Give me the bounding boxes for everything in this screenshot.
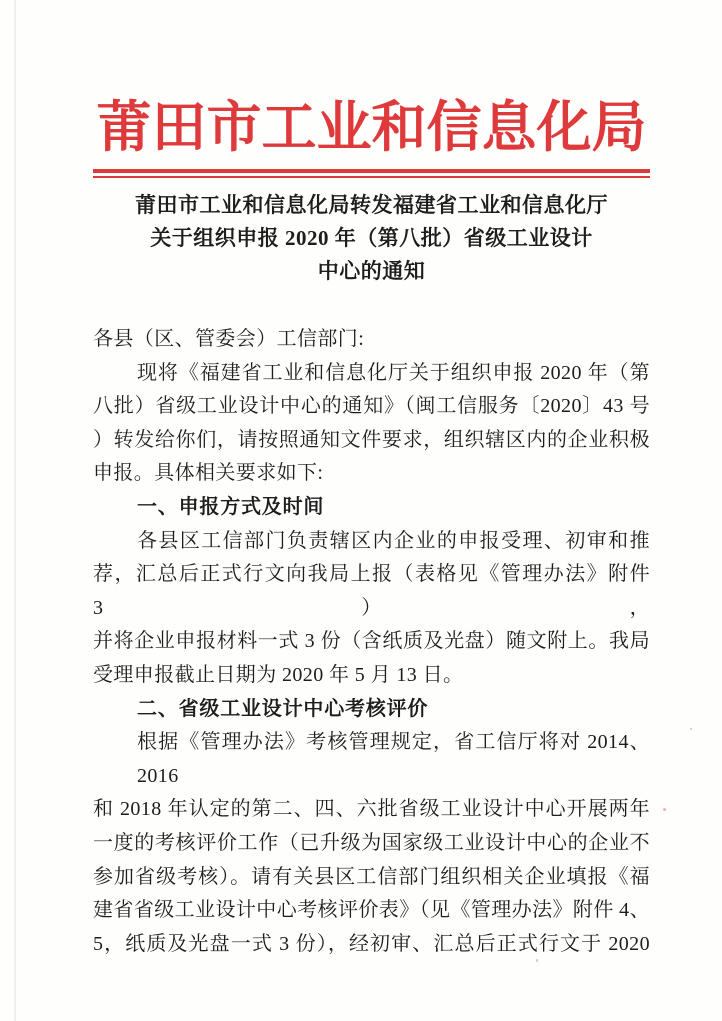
scan-speck [663, 808, 666, 811]
document-title [93, 189, 650, 288]
body-line: 参加省级考核）。请有关县区工信部门组织相关企业填报《福 [93, 865, 650, 888]
scan-speck [536, 959, 538, 962]
title-line: 中心的通知 [317, 259, 426, 283]
body-line: 各县（区、管委会）工信部门: [93, 328, 365, 350]
body-line: ）转发给你们，请按照通知文件要求，组织辖区内的企业积极 [93, 428, 650, 451]
agency-header-title: 莆田市工业和信息化局 [96, 97, 647, 158]
body-line: 一、申报方式及时间 [137, 495, 325, 518]
body-line: 现将《福建省工业和信息化厅关于组织申报 2020 年（第 [137, 361, 650, 384]
body-line: 各县区工信部门负责辖区内企业的申报受理、初审和推 [137, 529, 650, 552]
body-line: 八批）省级工业设计中心的通知》（闽工信服务〔2020〕43 号 [93, 395, 650, 418]
body-line: 一度的考核评价工作（已升级为国家级工业设计中心的企业不 [93, 831, 650, 854]
scan-edge-artifact [14, 0, 16, 1021]
body-line: 受理申报截止日期为 2020 年 5 月 13 日。 [93, 663, 464, 686]
body-line: 申报。具体相关要求如下: [93, 462, 324, 485]
title-line: 关于组织申报 2020 年（第八批）省级工业设计 [150, 226, 593, 250]
scan-speck [690, 728, 692, 730]
document-body [93, 323, 650, 961]
body-line: 二、省级工业设计中心考核评价 [137, 697, 429, 720]
body-line: 并将企业申报材料一式 3 份（含纸质及光盘）随文附上。我局 [93, 630, 650, 653]
body-line: 荐，汇总后正式行文向我局上报（表格见《管理办法》附件 3）， [93, 563, 650, 619]
body-line: 建省省级工业设计中心考核评价表》（见《管理办法》附件 4、 [93, 899, 650, 922]
title-line: 莆田市工业和信息化局转发福建省工业和信息化厅 [135, 193, 608, 217]
header-double-rule [93, 169, 650, 178]
body-line: 和 2018 年认定的第二、四、六批省级工业设计中心开展两年 [93, 798, 650, 821]
body-line: 5，纸质及光盘一式 3 份），经初审、汇总后正式行文于 2020 [93, 932, 650, 955]
document-content [0, 93, 722, 961]
body-line: 根据《管理办法》考核管理规定，省工信厅将对 2014、2016 [137, 731, 650, 787]
